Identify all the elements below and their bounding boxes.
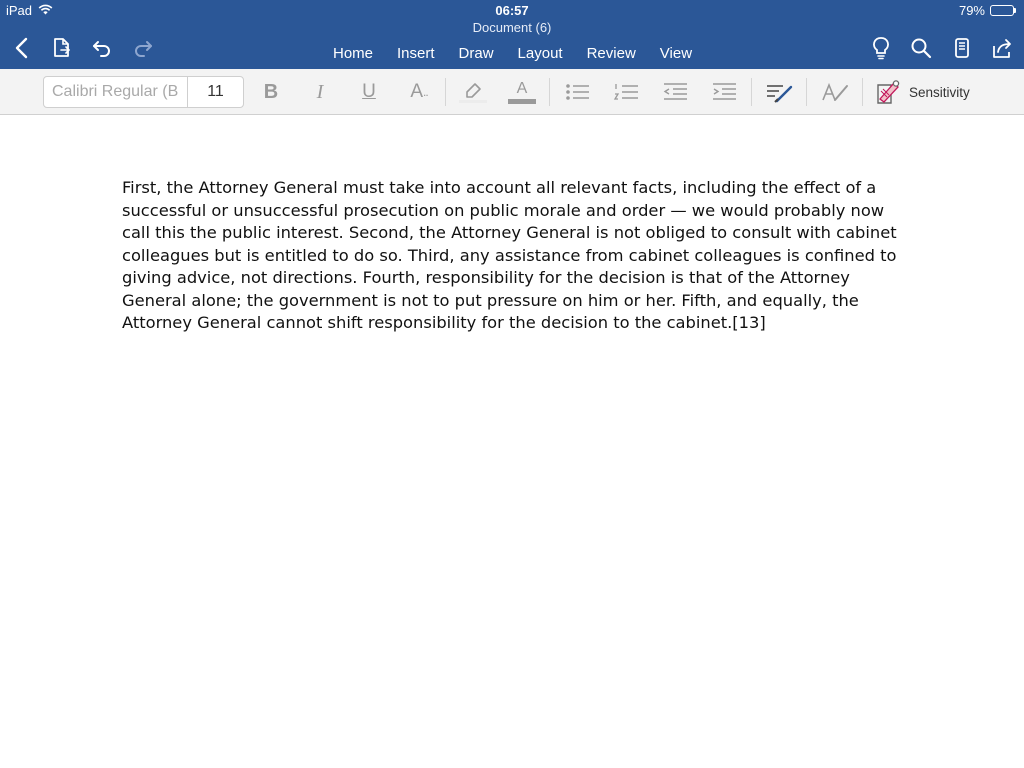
bold-button[interactable]: B bbox=[263, 80, 279, 103]
font-effects-button[interactable] bbox=[405, 78, 433, 106]
battery-icon bbox=[990, 5, 1016, 16]
divider bbox=[806, 78, 807, 106]
outdent-icon bbox=[662, 82, 688, 102]
lightbulb-icon[interactable] bbox=[868, 35, 894, 61]
home-ribbon bbox=[0, 69, 1024, 115]
clock: 06:57 bbox=[495, 3, 529, 18]
underline-button[interactable]: U bbox=[362, 81, 376, 102]
numbered-list-icon bbox=[613, 82, 639, 102]
divider bbox=[751, 78, 752, 106]
tab-layout[interactable]: Layout bbox=[517, 45, 563, 62]
font-effects-label: A bbox=[410, 81, 423, 102]
share-icon[interactable] bbox=[989, 35, 1015, 61]
italic-button[interactable]: I bbox=[316, 80, 324, 103]
tab-insert[interactable]: Insert bbox=[397, 45, 435, 62]
undo-icon[interactable] bbox=[89, 35, 115, 61]
more-icon: .. bbox=[423, 85, 428, 99]
document-title[interactable]: Document (6) bbox=[472, 20, 552, 35]
battery-percent: 79% bbox=[958, 3, 985, 18]
text-brush-icon bbox=[821, 81, 849, 103]
font-color-bar bbox=[508, 99, 536, 104]
redo-icon[interactable] bbox=[130, 35, 156, 61]
decrease-indent-button[interactable] bbox=[661, 78, 689, 106]
highlighter-icon bbox=[462, 82, 484, 100]
device-icon[interactable] bbox=[949, 35, 975, 61]
divider bbox=[549, 78, 550, 106]
numbering-button[interactable] bbox=[612, 78, 640, 106]
bullets-button[interactable] bbox=[563, 78, 591, 106]
tab-view[interactable]: View bbox=[659, 45, 693, 62]
title-bar bbox=[0, 0, 1024, 69]
indent-icon bbox=[711, 82, 737, 102]
divider bbox=[445, 78, 446, 106]
sensitivity-icon bbox=[875, 79, 901, 105]
tab-home[interactable]: Home bbox=[333, 45, 374, 62]
font-color-button[interactable] bbox=[507, 78, 537, 106]
ribbon-tabs bbox=[321, 39, 704, 69]
styles-button[interactable] bbox=[764, 78, 794, 106]
highlight-color-bar bbox=[459, 100, 487, 103]
tab-draw[interactable]: Draw bbox=[458, 45, 494, 62]
bullet-list-icon bbox=[564, 82, 590, 102]
increase-indent-button[interactable] bbox=[710, 78, 738, 106]
document-paragraph[interactable]: First, the Attorney General must take into account all relevant facts, including the effect of a successful or unsuccessful prosecution on public morale and order — we would probably now call this the public interest. Second, the Attorney General is not obliged to consult with cabinet colleagues but is entitled to do so. Third, any assistance from cabinet colleagues is confined to giving advice, not directions. Fourth, responsibility for the decision is that of the Attorney General alone; the government is not to put pressure on him or her. Fifth, and equally, the Attorney General cannot shift responsibility for the decision to the cabinet.[13] bbox=[122, 178, 897, 332]
styles-brush-icon bbox=[765, 81, 793, 103]
font-name-field[interactable]: Calibri Regular (B bbox=[44, 77, 188, 107]
file-icon[interactable] bbox=[48, 35, 74, 61]
device-label: iPad bbox=[6, 3, 33, 18]
font-size-field[interactable]: 11 bbox=[207, 83, 224, 100]
back-icon[interactable] bbox=[8, 35, 34, 61]
sensitivity-button[interactable] bbox=[875, 78, 975, 106]
font-color-label: A bbox=[516, 79, 528, 97]
status-right bbox=[959, 3, 1016, 18]
font-selector bbox=[43, 76, 244, 108]
search-icon[interactable] bbox=[908, 35, 934, 61]
clear-formatting-button[interactable] bbox=[820, 78, 850, 106]
tab-review[interactable]: Review bbox=[586, 45, 636, 62]
highlight-button[interactable] bbox=[458, 78, 488, 106]
document-page[interactable] bbox=[0, 115, 1024, 768]
sensitivity-label: Sensitivity bbox=[909, 84, 970, 100]
divider bbox=[862, 78, 863, 106]
